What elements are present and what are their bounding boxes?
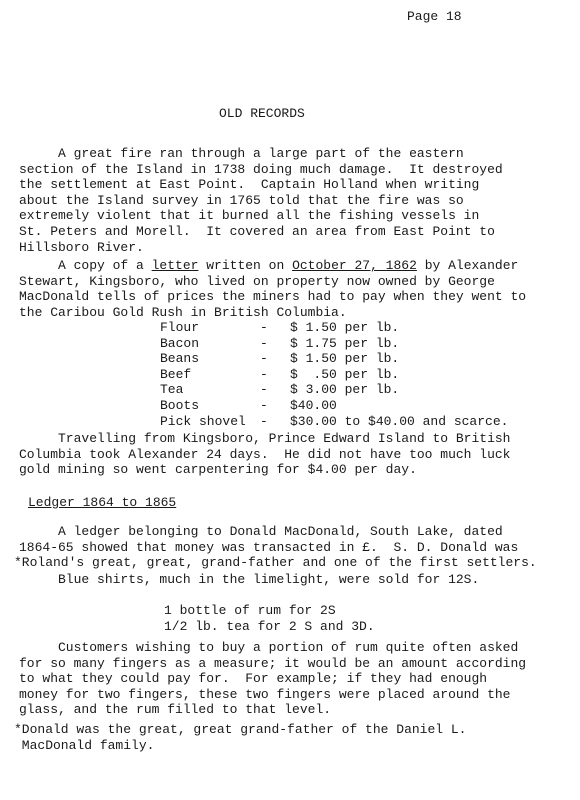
text-line: glass, and the rum filled to that level. (19, 702, 332, 718)
paragraph-letter (19, 258, 564, 320)
price-value: $ .50 per lb. (290, 366, 400, 382)
price-value: $ 1.75 per lb. (290, 335, 400, 351)
text-line: to what they could pay for. For example; if they had enough (19, 671, 488, 687)
text-line: 1864-65 showed that money was transacted in £. S. D. Donald was (19, 539, 519, 555)
price-value: $40.00 (290, 397, 337, 413)
price-dash: - (260, 366, 268, 382)
text-line: A great fire ran through a large part of the eastern (19, 146, 464, 161)
price-dash: - (260, 351, 268, 367)
paragraph-blue-shirts (19, 572, 564, 588)
price-item: Beef (160, 366, 192, 382)
price-row (160, 398, 508, 414)
list-item: 1/2 lb. tea for 2 S and 3D. (164, 618, 375, 634)
price-row (160, 320, 508, 336)
price-row (160, 414, 508, 430)
text-line: St. Peters and Morell. It covered an area from East Point to (19, 223, 495, 239)
price-row (160, 382, 508, 398)
text-line: money for two fingers, these two fingers were placed around the (19, 686, 511, 702)
text-segment: by Alexander (416, 258, 519, 273)
paragraph-great-fire (19, 146, 564, 255)
page-number: Page 18 (407, 9, 462, 24)
list-item: 1 bottle of rum for 2S (164, 603, 336, 618)
price-value: $ 1.50 per lb. (290, 351, 400, 367)
text-line: MacDonald family. (14, 737, 155, 753)
text-line: MacDonald tells of prices the miners had to pay when they went to (19, 289, 527, 305)
text-line: the Caribou Gold Rush in British Columbia. (19, 304, 347, 320)
price-list (160, 320, 508, 429)
text-line: extremely violent that it burned all the fishing vessels in (19, 208, 480, 224)
price-dash: - (260, 320, 268, 335)
paragraph-customers (19, 640, 564, 718)
price-value: $ 1.50 per lb. (290, 320, 400, 335)
text-segment: written on (198, 258, 293, 273)
text-line: *Donald was the great, great grand-father of the Daniel L. (14, 722, 467, 737)
price-value: $ 3.00 per lb. (290, 382, 400, 398)
price-dash: - (260, 397, 268, 413)
text-line: for so many fingers as a measure; it would be an amount according (19, 655, 527, 671)
text-line: Customers wishing to buy a portion of rum quite often asked (19, 640, 519, 655)
text-line: Columbia took Alexander 24 days. He did not have too much luck (19, 446, 511, 462)
text-line: section of the Island in 1738 doing much damage. It destroyed (19, 161, 503, 177)
price-item: Boots (160, 397, 200, 413)
price-row (160, 367, 508, 383)
rum-price-list (164, 603, 375, 634)
paragraph-ledger (14, 524, 569, 571)
text-line: Hillsboro River. (19, 239, 144, 255)
footnote (14, 722, 559, 753)
price-value: $30.00 to $40.00 and scarce. (290, 413, 509, 429)
price-item: Flour (160, 320, 200, 335)
text-line: gold mining so went carpentering for $4.00 per day. (19, 462, 417, 478)
price-item: Bacon (160, 335, 200, 351)
underlined-date: October 27, 1862 (292, 258, 417, 273)
text-line: about the Island survey in 1765 told that the fire was so (19, 192, 464, 208)
text-line: Blue shirts, much in the limelight, were sold for 12S. (19, 572, 480, 587)
price-dash: - (260, 382, 268, 398)
price-row (160, 351, 508, 367)
text-segment: A copy of a (19, 258, 152, 273)
text-line: Stewart, Kingsboro, who lived on property now owned by George (19, 273, 495, 289)
text-line: A ledger belonging to Donald MacDonald, South Lake, dated (19, 524, 503, 539)
text-line (19, 258, 564, 274)
text-line: *Roland's great, great, grand-father and one of the first settlers. (14, 555, 537, 571)
price-item: Tea (160, 382, 184, 398)
price-row (160, 336, 508, 352)
paragraph-travelling (19, 431, 564, 478)
section-heading-ledger: Ledger 1864 to 1865 (28, 495, 177, 510)
price-dash: - (260, 335, 268, 351)
underlined-letter: letter (151, 258, 199, 273)
price-item: Pick shovel (160, 413, 246, 429)
price-item: Beans (160, 351, 200, 367)
page-title: OLD RECORDS (219, 106, 305, 121)
text-line: Travelling from Kingsboro, Prince Edward Island to British (19, 431, 511, 446)
text-line: the settlement at East Point. Captain Holland when writing (19, 177, 480, 193)
price-dash: - (260, 413, 268, 429)
